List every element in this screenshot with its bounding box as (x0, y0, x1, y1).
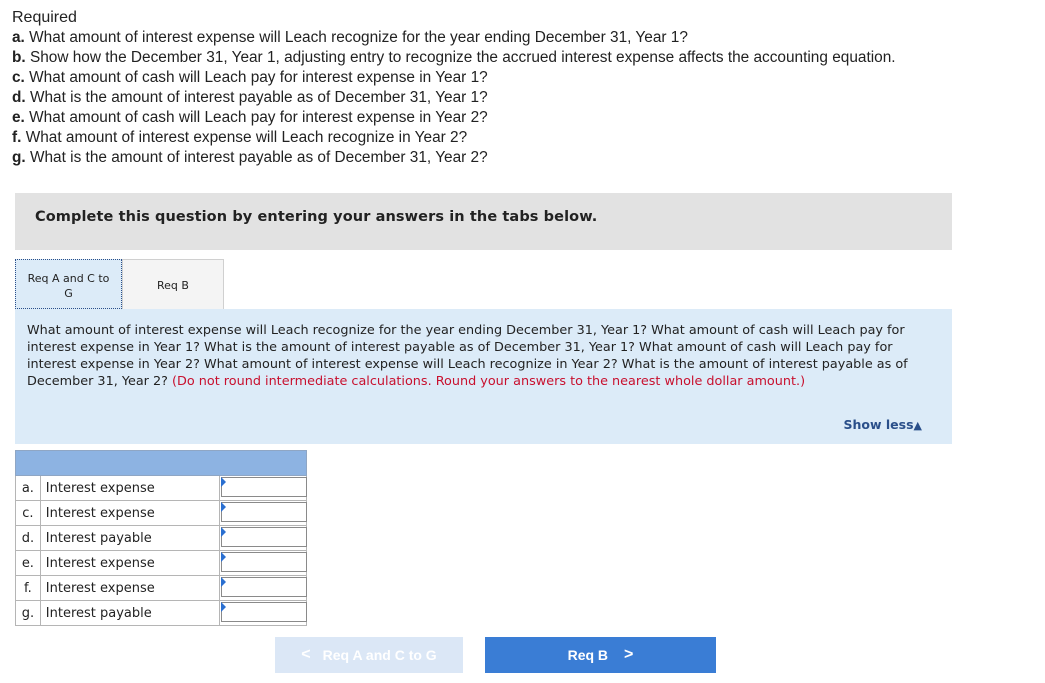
table-row (16, 476, 307, 501)
show-less-label: Show less (843, 417, 914, 432)
row-label: Interest expense (40, 576, 219, 601)
interest-payable-y1-input[interactable] (221, 527, 307, 547)
row-letter: g. (16, 601, 41, 626)
tab-label-line1: Req A and C to (27, 272, 110, 285)
question-letter: g. (12, 149, 26, 166)
table-row (16, 526, 307, 551)
next-button-label: Req B (567, 647, 609, 663)
question-text: What is the amount of interest payable as of December 31, Year 2? (29, 149, 488, 166)
question-text: What amount of cash will Leach pay for interest expense in Year 2? (29, 109, 488, 126)
chevron-left-icon: < (301, 646, 311, 663)
answer-table (15, 450, 307, 626)
row-label: Interest payable (40, 526, 219, 551)
row-label: Interest expense (40, 551, 219, 576)
answer-cell (219, 601, 306, 626)
question-panel (15, 309, 952, 444)
row-letter: f. (16, 576, 41, 601)
question-letter: e. (12, 109, 25, 126)
table-row (16, 551, 307, 576)
tab-req-a-c-to-g[interactable] (15, 259, 122, 309)
tab-label: Req B (157, 279, 189, 292)
table-header (16, 451, 307, 476)
table-row (16, 501, 307, 526)
table-row (16, 576, 307, 601)
question-text: What amount of cash will Leach pay for interest expense in Year 1? (29, 69, 488, 86)
answer-cell (219, 526, 306, 551)
rounding-note: (Do not round intermediate calculations. Round your answers to the nearest whole dollar amount.) (172, 374, 806, 389)
instruction-box (15, 193, 952, 250)
question-item (12, 48, 896, 68)
question-item (12, 128, 896, 148)
question-item (12, 68, 896, 88)
question-item (12, 88, 896, 108)
row-label: Interest payable (40, 601, 219, 626)
question-list (12, 28, 896, 168)
table-row (16, 601, 307, 626)
prompt-text: What amount of interest expense will Leach recognize for the year ending December 31, Year 1? What amount of cash will Leach pay for interest expense in Year 1? What is the amount of interest payable as of December 31, Year 1? What amount of cash will Leach pay for interest expense in Year 2? What amount of interest expense will Leach recognize in Year 2? What is the amount of interest payable as of December 31, Year 2? (27, 323, 908, 389)
question-item (12, 28, 896, 48)
tab-label-line2: G (64, 287, 73, 300)
question-item (12, 108, 896, 128)
required-heading: Required (12, 9, 77, 26)
chevron-right-icon: > (624, 646, 634, 663)
row-letter: a. (16, 476, 41, 501)
answer-cell (219, 476, 306, 501)
panel-prompt (27, 322, 942, 390)
question-letter: d. (12, 89, 26, 106)
answer-cell (219, 501, 306, 526)
table-header-row (16, 451, 307, 476)
question-letter: a. (12, 29, 25, 46)
row-letter: d. (16, 526, 41, 551)
cash-paid-y1-input[interactable] (221, 502, 307, 522)
question-item (12, 148, 896, 168)
interest-expense-y2-input[interactable] (221, 577, 307, 597)
tab-req-b[interactable] (122, 259, 224, 309)
question-letter: c. (12, 69, 25, 86)
next-tab-button[interactable] (485, 637, 716, 673)
row-label: Interest expense (40, 476, 219, 501)
question-text: What is the amount of interest payable as of December 31, Year 1? (29, 89, 488, 106)
answer-cell (219, 576, 306, 601)
answer-cell (219, 551, 306, 576)
interest-payable-y2-input[interactable] (221, 602, 307, 622)
show-less-link[interactable] (843, 417, 922, 432)
question-letter: f. (12, 129, 22, 146)
question-text: Show how the December 31, Year 1, adjusting entry to recognize the accrued interest expense affects the accounting equation. (29, 49, 896, 66)
interest-expense-y1-input[interactable] (221, 477, 307, 497)
instruction-text: Complete this question by entering your answers in the tabs below. (35, 209, 598, 225)
question-text: What amount of interest expense will Leach recognize for the year ending December 31, Year 1? (29, 29, 688, 46)
row-letter: c. (16, 501, 41, 526)
row-label: Interest expense (40, 501, 219, 526)
triangle-up-icon: ▲ (913, 419, 922, 432)
question-letter: b. (12, 49, 26, 66)
row-letter: e. (16, 551, 41, 576)
prev-tab-button[interactable] (275, 637, 463, 673)
question-text: What amount of interest expense will Leach recognize in Year 2? (25, 129, 468, 146)
prev-button-label: Req A and C to G (322, 647, 437, 663)
cash-paid-y2-input[interactable] (221, 552, 307, 572)
